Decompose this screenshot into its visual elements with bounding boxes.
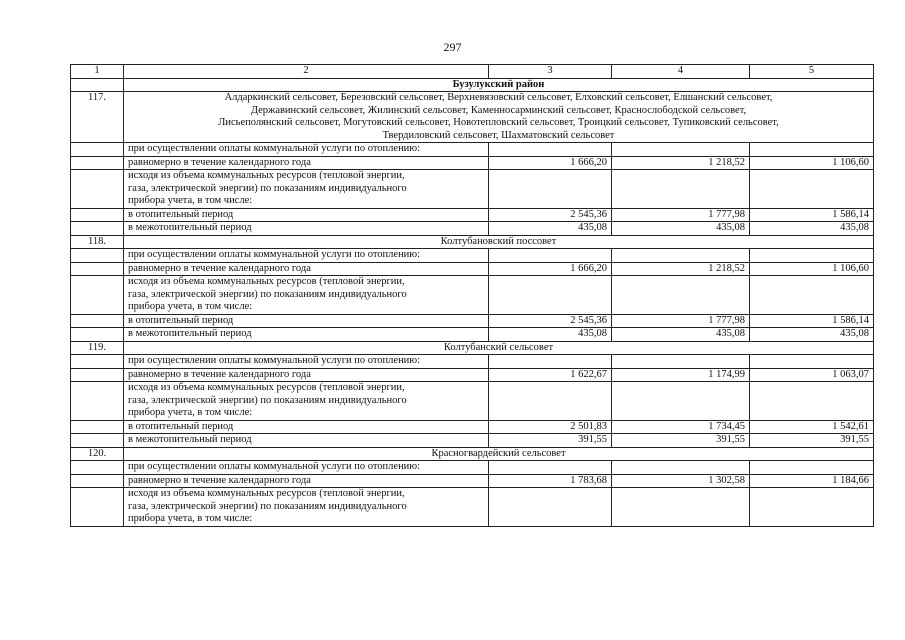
section-title-line: Колтубановский поссовет [440,235,557,247]
value-col-3 [489,276,612,315]
value-col-4 [612,382,750,421]
table-row [71,208,874,222]
value-col-3 [489,461,612,475]
row-label-line: исходя из объема коммунальных ресурсов (тепловой энергии, [128,382,405,393]
column-number-2: 2 [124,65,489,79]
page-number: 297 [443,40,462,54]
value-col-3: 1 666,20 [489,156,612,170]
row-label-line: при осуществлении оплаты коммунальной услуги по отоплению: [128,355,421,366]
value-col-3 [489,249,612,263]
row-label-line: исходя из объема коммунальных ресурсов (тепловой энергии, [128,170,405,181]
section-title-row [71,92,874,143]
row-number-cell [71,420,124,434]
table-row [71,368,874,382]
row-label-line: в отопительный период [128,314,234,326]
section-title-line: Колтубанский сельсовет [443,341,554,353]
section-title [124,341,874,355]
row-number-cell [71,314,124,328]
value-col-4: 435,08 [612,328,750,342]
row-number-cell [71,328,124,342]
value-col-4 [612,461,750,475]
value-col-3: 2 501,83 [489,420,612,434]
section-title-line: Красногвардейский сельсовет [431,447,566,459]
row-label [124,314,489,328]
section-number: 117. [71,92,124,143]
value-col-4 [612,170,750,209]
row-label-line: прибора учета, в том числе: [128,407,253,418]
section-title-row [71,447,874,461]
row-label [124,355,489,369]
table-row [71,461,874,475]
row-label-line: равномерно в течение календарного года [128,156,311,168]
row-label-line: прибора учета, в том числе: [128,301,253,312]
table-row [71,488,874,527]
value-col-4: 1 734,45 [612,420,750,434]
value-col-3: 1 783,68 [489,474,612,488]
row-label-line: в межотопительный период [128,434,252,445]
row-label [124,170,489,209]
value-col-4: 1 777,98 [612,314,750,328]
section-title-line: Алдаркинский сельсовет, Березовский сельсовет, Верхневязовский сельсовет, Елховский сельсовет, Елшанский сельсовет, [224,92,773,103]
row-label-line: в отопительный период [128,420,234,432]
table-row [71,474,874,488]
value-col-3 [489,143,612,157]
row-label [124,434,489,448]
section-number: 118. [71,235,124,249]
row-number-cell [71,170,124,209]
value-col-4: 1 174,99 [612,368,750,382]
row-label [124,382,489,421]
value-col-3: 2 545,36 [489,314,612,328]
table-row [71,355,874,369]
row-label [124,262,489,276]
value-col-3 [489,355,612,369]
value-col-5 [750,382,874,421]
value-col-5 [750,488,874,527]
row-label-line: газа, электрической энергии) по показаниям индивидуального [128,182,407,194]
row-label-line: в межотопительный период [128,222,252,233]
value-col-3: 2 545,36 [489,208,612,222]
value-col-5: 1 106,60 [750,262,874,276]
district-row [71,78,874,92]
row-number-cell [71,461,124,475]
row-label [124,461,489,475]
value-col-4 [612,143,750,157]
table-row [71,276,874,315]
section-title-line: Твердиловский сельсовет, Шахматовский сельсовет [382,129,615,141]
row-number-cell [71,222,124,236]
value-col-4: 1 218,52 [612,262,750,276]
row-number-cell [71,368,124,382]
table-row [71,156,874,170]
row-label [124,474,489,488]
value-col-3: 391,55 [489,434,612,448]
row-label-line: исходя из объема коммунальных ресурсов (тепловой энергии, [128,276,405,287]
row-label [124,143,489,157]
value-col-4 [612,249,750,263]
row-number-cell [71,262,124,276]
value-col-3: 435,08 [489,222,612,236]
tariff-table-body [71,65,874,527]
row-label-line: в межотопительный период [128,328,252,339]
value-col-5 [750,170,874,209]
value-col-4: 1 777,98 [612,208,750,222]
value-col-5: 1 063,07 [750,368,874,382]
value-col-5: 1 184,66 [750,474,874,488]
row-label-line: прибора учета, в том числе: [128,195,253,206]
table-row [71,262,874,276]
table-row [71,143,874,157]
row-label [124,328,489,342]
row-label-line: прибора учета, в том числе: [128,513,253,524]
value-col-4 [612,488,750,527]
row-label-line: газа, электрической энергии) по показаниям индивидуального [128,394,407,406]
district-row-empty-cell [71,78,124,92]
value-col-5 [750,276,874,315]
table-row [71,222,874,236]
value-col-4: 391,55 [612,434,750,448]
column-number-5: 5 [750,65,874,79]
row-label-line: равномерно в течение календарного года [128,262,311,274]
value-col-3: 1 666,20 [489,262,612,276]
section-title-line: Державинский сельсовет, Жилинский сельсовет, Каменносарминский сельсовет, Краснослободской сельсовет, [250,104,747,116]
column-number-4: 4 [612,65,750,79]
row-label [124,208,489,222]
row-label-line: при осуществлении оплаты коммунальной услуги по отоплению: [128,143,421,154]
row-label-line: при осуществлении оплаты коммунальной услуги по отоплению: [128,461,421,472]
column-number-row [71,65,874,79]
table-row [71,249,874,263]
row-label [124,368,489,382]
value-col-5: 1 106,60 [750,156,874,170]
value-col-5: 435,08 [750,222,874,236]
value-col-3 [489,170,612,209]
row-label [124,420,489,434]
value-col-3 [489,382,612,421]
value-col-5 [750,461,874,475]
value-col-5: 435,08 [750,328,874,342]
row-label [124,222,489,236]
value-col-5: 1 586,14 [750,208,874,222]
section-number: 119. [71,341,124,355]
section-title [124,235,874,249]
table-row [71,382,874,421]
row-number-cell [71,474,124,488]
section-title-row [71,235,874,249]
value-col-4: 1 302,58 [612,474,750,488]
table-row [71,314,874,328]
value-col-3: 1 622,67 [489,368,612,382]
row-label [124,249,489,263]
value-col-4 [612,355,750,369]
value-col-5: 391,55 [750,434,874,448]
row-number-cell [71,355,124,369]
value-col-3 [489,488,612,527]
row-label-line: при осуществлении оплаты коммунальной услуги по отоплению: [128,249,421,260]
row-number-cell [71,208,124,222]
row-number-cell [71,276,124,315]
value-col-5: 1 542,61 [750,420,874,434]
section-title-row [71,341,874,355]
table-row [71,328,874,342]
value-col-5: 1 586,14 [750,314,874,328]
section-number: 120. [71,447,124,461]
row-label [124,156,489,170]
section-title [124,92,874,143]
table-row [71,434,874,448]
row-number-cell [71,488,124,527]
value-col-5 [750,355,874,369]
district-title: Бузулукский район [124,78,874,92]
row-number-cell [71,434,124,448]
row-label-line: в отопительный период [128,208,234,220]
column-number-1: 1 [71,65,124,79]
row-label [124,276,489,315]
row-label [124,488,489,527]
row-label-line: исходя из объема коммунальных ресурсов (тепловой энергии, [128,488,405,499]
row-label-line: газа, электрической энергии) по показаниям индивидуального [128,500,407,512]
table-row [71,420,874,434]
row-number-cell [71,156,124,170]
value-col-4: 435,08 [612,222,750,236]
value-col-4 [612,276,750,315]
section-title [124,447,874,461]
table-row [71,170,874,209]
value-col-4: 1 218,52 [612,156,750,170]
column-number-3: 3 [489,65,612,79]
row-number-cell [71,249,124,263]
row-number-cell [71,382,124,421]
section-title-line: Лисьеполянский сельсовет, Могутовский сельсовет, Новотепловский сельсовет, Троицкий сельсовет, Тупиковский сельсовет, [218,117,779,128]
value-col-5 [750,143,874,157]
row-label-line: газа, электрической энергии) по показаниям индивидуального [128,288,407,300]
row-number-cell [71,143,124,157]
tariff-table [70,64,874,527]
row-label-line: равномерно в течение календарного года [128,474,311,486]
value-col-3: 435,08 [489,328,612,342]
value-col-5 [750,249,874,263]
row-label-line: равномерно в течение календарного года [128,368,311,380]
